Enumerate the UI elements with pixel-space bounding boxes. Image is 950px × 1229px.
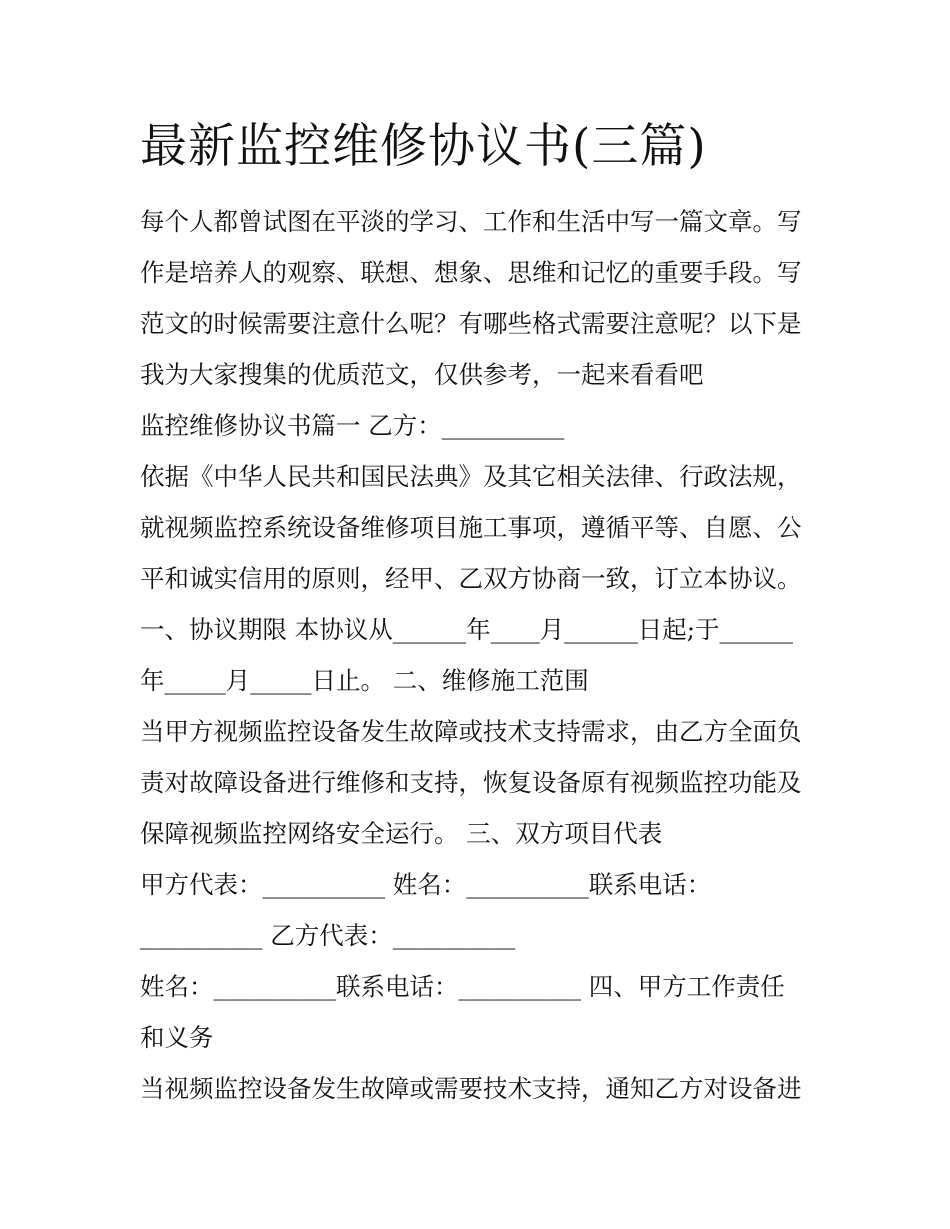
paragraph-line: 责对故障设备进行维修和支持，恢复设备原有视频监控功能及 <box>140 768 802 797</box>
paragraph-line: 姓名：__________联系电话：__________ 四、甲方工作责任 <box>140 972 785 1001</box>
paragraph-line: 就视频监控系统设备维修项目施工事项，遵循平等、自愿、公 <box>140 513 802 542</box>
document-title: 最新监控维修协议书(三篇) <box>140 119 707 174</box>
paragraph-line: 依据《中华人民共和国民法典》及其它相关法律、行政法规， <box>140 462 802 491</box>
paragraph-line: 年_____月_____日止。 二、维修施工范围 <box>140 666 589 695</box>
paragraph-line: 我为大家搜集的优质范文，仅供参考，一起来看看吧 <box>140 360 704 389</box>
paragraph-line: 保障视频监控网络安全运行。 三、双方项目代表 <box>140 819 663 848</box>
paragraph-line: 和义务 <box>140 1023 214 1052</box>
paragraph-line: 当甲方视频监控设备发生故障或技术支持需求，由乙方全面负 <box>140 717 802 746</box>
paragraph-line: 一、协议期限 本协议从______年____月______日起;于______ <box>140 615 794 644</box>
paragraph-line: 当视频监控设备发生故障或需要技术支持，通知乙方对设备进 <box>140 1074 802 1103</box>
section-heading-line: 监控维修协议书篇一 乙方：__________ <box>140 411 565 440</box>
paragraph-line: 每个人都曾试图在平淡的学习、工作和生活中写一篇文章。写 <box>140 207 802 236</box>
paragraph-line: 平和诚实信用的原则，经甲、乙双方协商一致，订立本协议。 <box>140 564 802 593</box>
paragraph-line: 范文的时候需要注意什么呢？有哪些格式需要注意呢？以下是 <box>140 309 802 338</box>
paragraph-line: __________ 乙方代表：__________ <box>140 921 516 950</box>
paragraph-line: 甲方代表：__________ 姓名：__________联系电话： <box>140 870 712 899</box>
paragraph-line: 作是培养人的观察、联想、想象、思维和记忆的重要手段。写 <box>140 258 802 287</box>
